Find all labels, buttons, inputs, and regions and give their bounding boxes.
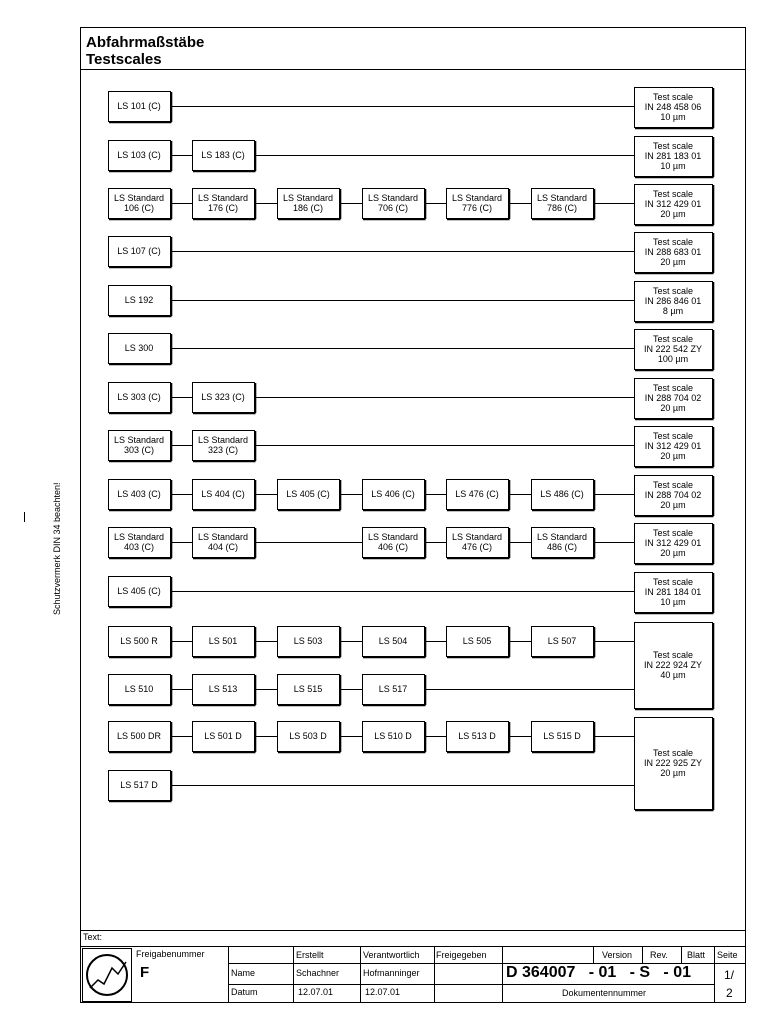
scale-box-label: LS Standard 406 (C) [367,532,419,553]
scale-box-label: LS Standard 403 (C) [113,532,165,553]
freigabe-label: Freigabenummer [136,949,205,959]
scale-box-label: LS 404 (C) [201,489,245,500]
test-scale-label: Test scale IN 288 704 02 20 µm [644,480,702,511]
protection-notice: Schutzvermerk DIN 34 beachten! [52,482,62,615]
scale-box-label: LS Standard 476 (C) [451,532,503,553]
scale-box-label: LS 515 D [543,731,581,742]
row-datum-label: Datum [231,987,258,997]
scale-box-label: LS 507 [547,636,577,647]
scale-box-label: LS 323 (C) [201,392,245,403]
name-verantwortlich: Hofmanninger [363,968,420,978]
col-freigegeben: Freigegeben [436,950,487,960]
title-german: Abfahrmaßstäbe [86,34,205,51]
scale-box-label: LS 107 (C) [117,246,161,257]
title-block [80,930,746,1003]
scale-box-label: LS 517 D [120,780,158,791]
test-scale-label: Test scale IN 281 184 01 10 µm [644,577,702,608]
scale-box-label: LS 513 D [458,731,496,742]
datum-verantwortlich: 12.07.01 [365,987,401,997]
title-english: Testscales [86,51,162,68]
scale-box-label: LS Standard 176 (C) [197,193,249,214]
scale-box-label: LS 510 [124,684,154,695]
scale-box-label: LS 405 (C) [286,489,330,500]
test-scale-label: Test scale IN 312 429 01 20 µm [644,528,702,559]
col-verantwortlich: Verantwortlich [363,950,420,960]
scale-box-label: LS 486 (C) [540,489,584,500]
scale-box-label: LS 510 D [374,731,412,742]
document-number-label: Dokumentennummer [562,988,647,998]
test-scale-label: Test scale IN 248 458 06 10 µm [644,92,702,123]
test-scale-label: Test scale IN 312 429 01 20 µm [644,189,702,220]
scale-box-label: LS Standard 486 (C) [536,532,588,553]
scale-box-label: LS 300 [124,343,154,354]
col-seite: Seite [717,950,738,960]
scale-box-label: LS 515 [293,684,323,695]
scale-box-label: LS 476 (C) [455,489,499,500]
scale-box-label: LS Standard 186 (C) [282,193,334,214]
scale-box-label: LS Standard 106 (C) [113,193,165,214]
page-number: 1/ [724,968,735,982]
scale-box-label: LS Standard 323 (C) [197,435,249,456]
scale-box-label: LS 101 (C) [117,101,161,112]
test-scale-label: Test scale IN 288 704 02 20 µm [644,383,702,414]
scale-box-label: LS Standard 786 (C) [536,193,588,214]
document-number: D 364007 - 01 - S - 01 [506,964,691,981]
scale-box-label: LS 517 [378,684,408,695]
test-scale-label: Test scale IN 281 183 01 10 µm [644,141,702,172]
scale-box-label: LS 504 [378,636,408,647]
test-scale-label: Test scale IN 222 925 ZY 20 µm [643,748,703,779]
scale-box-label: LS 403 (C) [117,489,161,500]
test-scale-label: Test scale IN 222 542 ZY 100 µm [643,334,703,365]
col-blatt: Blatt [687,950,706,960]
scale-box-label: LS 303 (C) [117,392,161,403]
scale-box-label: LS Standard 404 (C) [197,532,249,553]
test-scale-label: Test scale IN 312 429 01 20 µm [644,431,702,462]
page-total: 2 [726,986,733,1000]
company-logo [82,948,132,1002]
row-name-label: Name [231,968,256,978]
scale-box-label: LS 513 [208,684,238,695]
col-version: Version [602,950,633,960]
test-scale-label: Test scale IN 288 683 01 20 µm [644,237,702,268]
datum-erstellt: 12.07.01 [298,987,334,997]
scale-box-label: LS 103 (C) [117,150,161,161]
scale-box-label: LS Standard 706 (C) [367,193,419,214]
scale-box-label: LS 192 [124,295,154,306]
scale-box-label: LS 505 [462,636,492,647]
test-scale-label: Test scale IN 286 846 01 8 µm [644,286,702,317]
scale-box-label: LS 183 (C) [201,150,245,161]
scale-box-label: LS 503 D [289,731,327,742]
scale-box-label: LS 503 [293,636,323,647]
scale-box-label: LS 406 (C) [371,489,415,500]
col-erstellt: Erstellt [296,950,324,960]
scale-box-label: LS Standard 303 (C) [113,435,165,456]
name-erstellt: Schachner [296,968,340,978]
freigabe-value: F [140,964,150,981]
col-rev: Rev. [650,950,668,960]
test-scale-label: Test scale IN 222 924 ZY 40 µm [643,650,703,681]
scale-box-label: LS 501 D [204,731,242,742]
scale-box-label: LS 500 DR [116,731,162,742]
scale-box-label: LS Standard 776 (C) [451,193,503,214]
text-label: Text: [83,932,103,942]
scale-box-label: LS 501 [208,636,238,647]
scale-box-label: LS 500 R [120,636,158,647]
scale-box-label: LS 405 (C) [117,586,161,597]
